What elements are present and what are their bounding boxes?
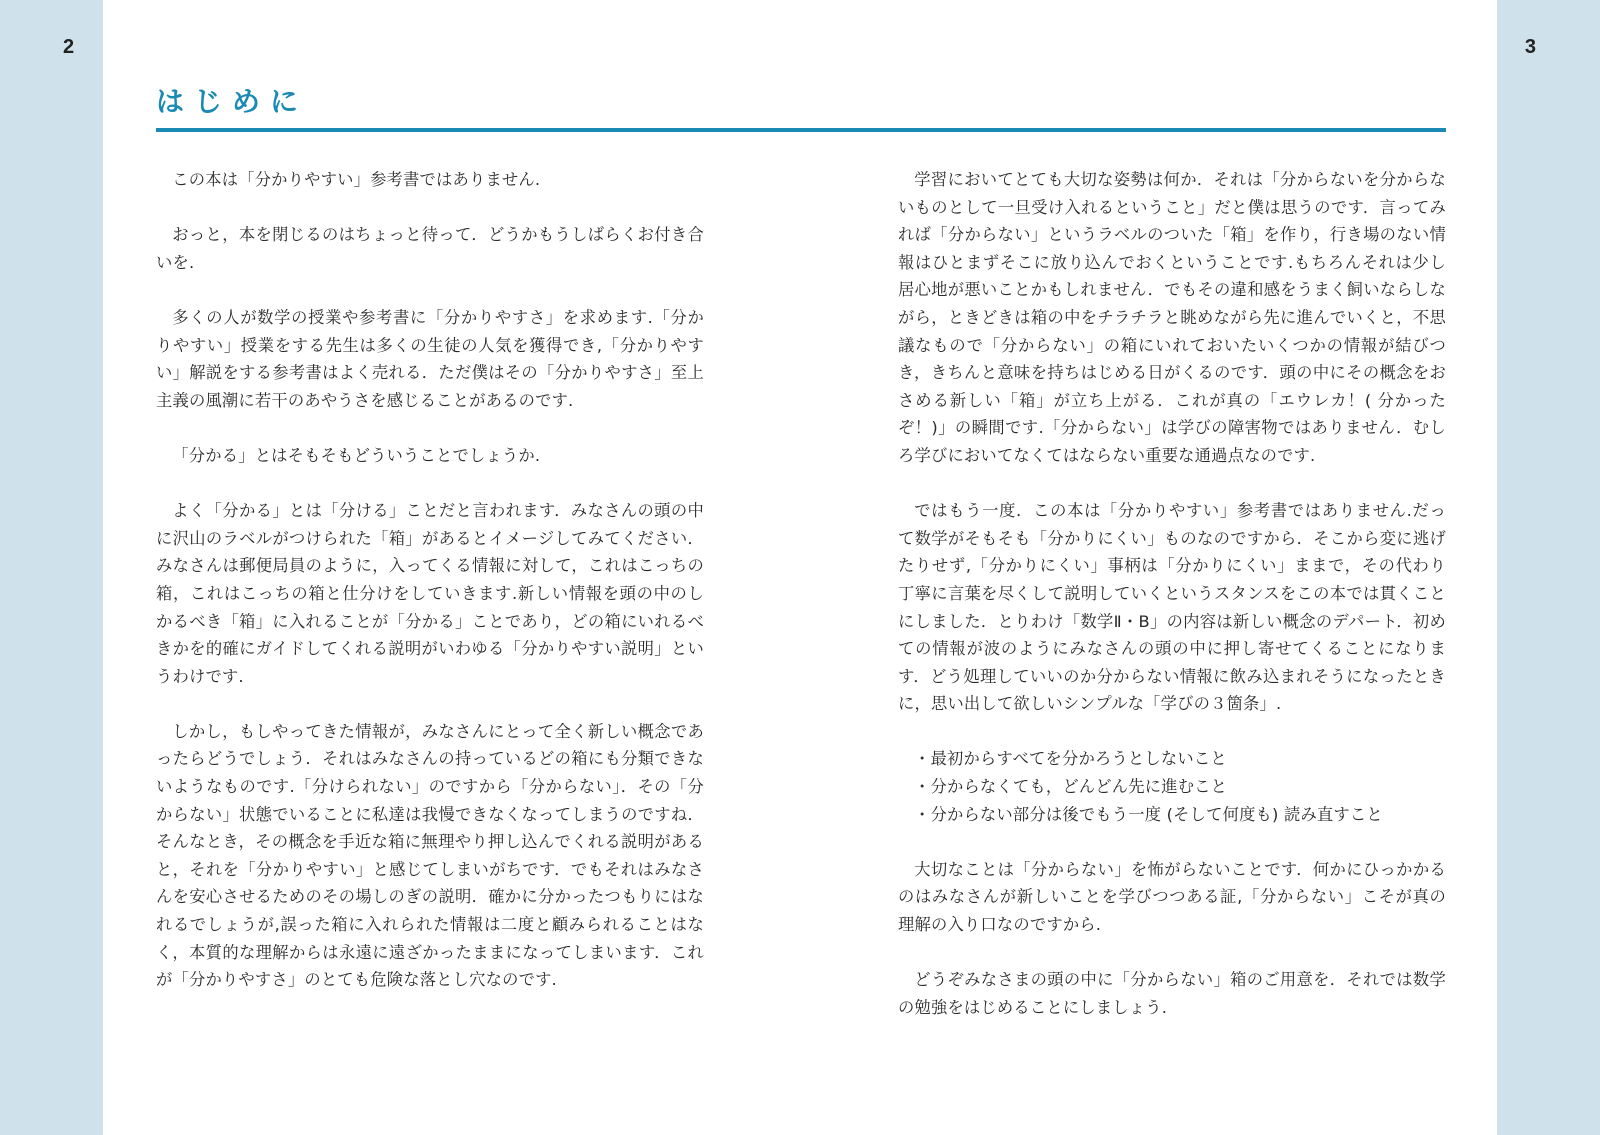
paragraph: 「分かる」とはそもそもどういうことでしょうか.	[172, 445, 541, 465]
three-principles-list	[898, 745, 1446, 828]
book-spread	[103, 0, 1497, 1135]
paragraph: 多くの人が数学の授業や参考書に「分かりやすさ」を求めます.「分かりやすい」授業をする先生は多くの生徒の人気を獲得でき,「分かりやすい」解説をする参考書はよく売れる．ただ僕はその「分かりやすさ」至上主義の風潮に若干のあやうさを感じることがあるのです.	[156, 307, 704, 410]
right-page-column	[898, 166, 1446, 1049]
list-item: ・最初からすべてを分かろうとしないこと	[914, 749, 1227, 769]
heading-rule	[156, 128, 1446, 132]
page-number-right: 3	[1524, 36, 1536, 58]
left-page-column	[156, 166, 704, 1021]
list-item: ・分からなくても，どんどん先に進むこと	[914, 777, 1228, 797]
paragraph: しかし，もしやってきた情報が，みなさんにとって全く新しい概念であったらどうでしょう．それはみなさんの持っているどの箱にも分類できないようなものです.「分けられない」のですから「分からない」．その「分からない」状態でいることに私達は我慢できなくなってしまうのですね．そんなとき，その概念を手近な箱に無理やり押し込んでくれる説明があると，それを「分かりやすい」と感じてしまいがちです．でもそれはみなさんを安心させるためのその場しのぎの説明．確かに分かったつもりにはなれるでしょうが,誤った箱に入れられた情報は二度と顧みられることはなく，本質的な理解からは永遠に遠ざかったままになってしまいます．これが「分かりやすさ」のとても危険な落とし穴なのです.	[156, 721, 704, 990]
paragraph: よく「分かる」とは「分ける」ことだと言われます．みなさんの頭の中に沢山のラベルがつけられた「箱」があるとイメージしてみてください．みなさんは郵便局員のように，入ってくる情報に対して，これはこっちの箱，これはこっちの箱と仕分けをしていきます.新しい情報を頭の中のしかるべき「箱」に入れることが「分かる」ことであり，どの箱にいれるべきかを的確にガイドしてくれる説明がいわゆる「分かりやすい説明」というわけです.	[156, 501, 704, 686]
paragraph: どうぞみなさまの頭の中に「分からない」箱のご用意を．それでは数学の勉強をはじめることにしましょう.	[898, 970, 1446, 1017]
chapter-heading: はじめに	[156, 85, 309, 118]
paragraph: この本は「分かりやすい」参考書ではありません.	[172, 170, 541, 189]
page-number-left: 2	[63, 36, 75, 58]
list-item: ・分からない部分は後でもう一度 (そして何度も) 読み直すこと	[914, 804, 1383, 824]
paragraph: ではもう一度．この本は「分かりやすい」参考書ではありません.だって数学がそもそも「分かりにくい」ものなのですから．そこから変に逃げたりせず,「分かりにくい」事柄は「分かりにくい」ままで，その代わり丁寧に言葉を尽くして説明していくというスタンスをこの本では貫くことにしました．とりわけ「数学Ⅱ・B」の内容は新しい概念のデパート．初めての情報が波のようにみなさんの頭の中に押し寄せてくることになります．どう処理していいのか分からない情報に飲み込まれそうになったときに，思い出して欲しいシンプルな「学びの３箇条」.	[898, 501, 1446, 714]
paragraph: おっと，本を閉じるのはちょっと待って．どうかもうしばらくお付き合いを.	[156, 225, 704, 272]
paragraph: 大切なことは「分からない」を怖がらないことです．何かにひっかかるのはみなさんが新しいことを学びつつある証,「分からない」こそが真の理解の入り口なのですから.	[898, 859, 1446, 935]
paragraph: 学習においてとても大切な姿勢は何か．それは「分からないを分からないものとして一旦受け入れるということ」だと僕は思うのです．言ってみれば「分からない」というラベルのついた「箱」を作り，行き場のない情報はひとまずそこに放り込んでおくということです.もちろんそれは少し居心地が悪いことかもしれません．でもその違和感をうまく飼いならしながら，ときどきは箱の中をチラチラと眺めながら先に進んでいくと，不思議なもので「分からない」の箱にいれておいたいくつかの情報が結びつき，きちんと意味を持ちはじめる日がくるのです．頭の中にその概念をおさめる新しい「箱」が立ち上がる．これが真の「エウレカ！( 分かったぞ！)」の瞬間です.「分からない」は学びの障害物ではありません．むしろ学びにおいてなくてはならない重要な通過点なのです.	[898, 170, 1446, 465]
